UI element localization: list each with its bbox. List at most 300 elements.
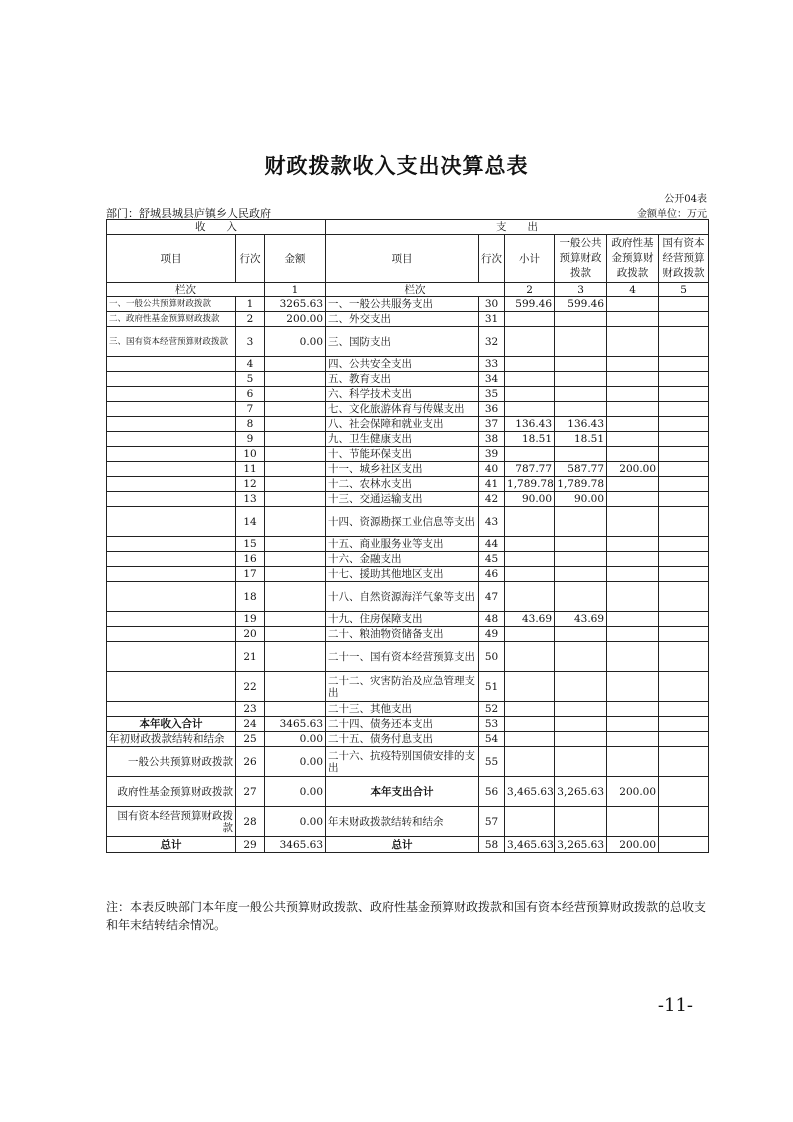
income-item-cell: 总计 (107, 837, 236, 853)
table-row (107, 777, 709, 807)
subtotal-cell (505, 672, 555, 702)
subtotal-cell (505, 627, 555, 642)
income-item-cell (107, 387, 236, 402)
income-item-cell: 本年收入合计 (107, 717, 236, 732)
expense-item-cell: 年末财政拨款结转和结余 (326, 807, 479, 837)
fund-budget-cell (607, 402, 659, 417)
state-capital-cell (659, 612, 709, 627)
general-budget-cell (555, 447, 607, 462)
expense-row-no-cell: 42 (479, 492, 505, 507)
subtotal-cell (505, 312, 555, 327)
income-item-cell (107, 627, 236, 642)
state-capital-cell (659, 627, 709, 642)
expense-item-cell: 二十六、抗疫特别国债安排的支出 (326, 747, 479, 777)
expense-item-cell: 二十一、国有资本经营预算支出 (326, 642, 479, 672)
expense-item-cell: 五、教育支出 (326, 372, 479, 387)
table-row (107, 672, 709, 702)
expense-row-no-cell: 30 (479, 297, 505, 312)
expense-row-no-cell: 32 (479, 327, 505, 357)
table-row (107, 582, 709, 612)
general-budget-cell (555, 567, 607, 582)
income-item-cell: 政府性基金预算财政拨款 (107, 777, 236, 807)
fund-budget-cell (607, 717, 659, 732)
income-item-cell: 国有资本经营预算财政拨款 (107, 807, 236, 837)
expense-row-no-cell: 34 (479, 372, 505, 387)
income-amount-header: 金额 (265, 235, 326, 283)
income-row-no-cell: 24 (236, 717, 265, 732)
income-amount-cell (265, 507, 326, 537)
expense-row-no-header: 行次 (479, 235, 505, 283)
expense-item-cell: 总计 (326, 837, 479, 853)
income-item-cell (107, 477, 236, 492)
state-capital-cell (659, 747, 709, 777)
expense-row-no-cell: 40 (479, 462, 505, 477)
expense-item-cell: 二十三、其他支出 (326, 702, 479, 717)
expense-item-cell: 四、公共安全支出 (326, 357, 479, 372)
income-amount-cell: 0.00 (265, 732, 326, 747)
expense-item-cell: 八、社会保障和就业支出 (326, 417, 479, 432)
table-row (107, 462, 709, 477)
expense-item-header: 项目 (326, 235, 479, 283)
subtotal-cell: 3,465.63 (505, 837, 555, 853)
state-capital-cell (659, 297, 709, 312)
state-capital-cell (659, 732, 709, 747)
fund-budget-cell (607, 357, 659, 372)
income-item-cell (107, 402, 236, 417)
income-item-cell (107, 432, 236, 447)
expense-item-cell: 二十四、债务还本支出 (326, 717, 479, 732)
expense-item-cell: 十六、金融支出 (326, 552, 479, 567)
state-capital-cell (659, 507, 709, 537)
fund-budget-cell (607, 807, 659, 837)
income-row-no-cell: 29 (236, 837, 265, 853)
state-capital-cell (659, 717, 709, 732)
fund-budget-cell (607, 627, 659, 642)
general-budget-cell (555, 642, 607, 672)
expense-item-cell: 十五、商业服务业等支出 (326, 537, 479, 552)
income-item-cell: 年初财政拨款结转和结余 (107, 732, 236, 747)
table-row (107, 297, 709, 312)
expense-row-no-cell: 53 (479, 717, 505, 732)
income-amount-cell (265, 492, 326, 507)
expense-row-no-cell: 48 (479, 612, 505, 627)
state-capital-cell (659, 417, 709, 432)
page-number: -11- (657, 995, 693, 1016)
state-capital-cell (659, 642, 709, 672)
expense-row-no-cell: 56 (479, 777, 505, 807)
income-row-no-cell: 13 (236, 492, 265, 507)
income-amount-cell (265, 372, 326, 387)
fund-budget-cell (607, 432, 659, 447)
expense-row-no-cell: 43 (479, 507, 505, 537)
income-row-no-cell: 12 (236, 477, 265, 492)
general-budget-cell (555, 312, 607, 327)
subtotal-cell: 787.77 (505, 462, 555, 477)
income-item-cell (107, 702, 236, 717)
expense-row-no-cell: 44 (479, 537, 505, 552)
income-item-cell (107, 582, 236, 612)
general-budget-cell (555, 807, 607, 837)
general-budget-cell: 18.51 (555, 432, 607, 447)
expense-item-cell: 本年支出合计 (326, 777, 479, 807)
income-amount-cell: 0.00 (265, 807, 326, 837)
income-item-cell (107, 507, 236, 537)
expense-row-no-cell: 45 (479, 552, 505, 567)
subtotal-cell (505, 402, 555, 417)
subtotal-cell (505, 327, 555, 357)
income-row-no-cell: 16 (236, 552, 265, 567)
income-item-cell: 一、一般公共预算财政拨款 (107, 297, 236, 312)
income-row-no-cell: 18 (236, 582, 265, 612)
income-row-no-cell: 25 (236, 732, 265, 747)
income-amount-cell: 3265.63 (265, 297, 326, 312)
header-row-2 (107, 235, 709, 283)
table-row (107, 717, 709, 732)
footnote: 注：本表反映部门本年度一般公共预算财政拨款、政府性基金预算财政拨款和国有资本经营预算财政拨款的总收支和年末结转结余情况。 (106, 900, 707, 932)
column-index-row (107, 283, 709, 297)
income-item-cell (107, 612, 236, 627)
table-row (107, 312, 709, 327)
income-row-no-cell: 7 (236, 402, 265, 417)
state-capital-cell (659, 837, 709, 853)
subtotal-cell (505, 702, 555, 717)
income-row-no-cell: 21 (236, 642, 265, 672)
income-amount-cell (265, 552, 326, 567)
subtotal-cell (505, 642, 555, 672)
general-budget-cell: 3,265.63 (555, 777, 607, 807)
expense-row-no-cell: 37 (479, 417, 505, 432)
header-row-1 (107, 220, 709, 235)
subtotal-cell (505, 447, 555, 462)
state-capital-cell (659, 432, 709, 447)
table-row (107, 432, 709, 447)
income-amount-cell (265, 432, 326, 447)
fund-budget-cell: 200.00 (607, 777, 659, 807)
state-capital-cell (659, 777, 709, 807)
expense-item-cell: 九、卫生健康支出 (326, 432, 479, 447)
subtotal-cell (505, 537, 555, 552)
table-row (107, 357, 709, 372)
fund-budget-cell (607, 702, 659, 717)
general-budget-cell (555, 747, 607, 777)
income-amount-cell (265, 567, 326, 582)
state-capital-cell (659, 462, 709, 477)
expense-row-no-cell: 52 (479, 702, 505, 717)
expense-row-no-cell: 50 (479, 642, 505, 672)
subtotal-cell (505, 507, 555, 537)
table-row (107, 552, 709, 567)
expense-item-cell: 十一、城乡社区支出 (326, 462, 479, 477)
fund-budget-cell (607, 732, 659, 747)
general-budget-cell (555, 717, 607, 732)
income-amount-cell (265, 612, 326, 627)
income-item-cell (107, 492, 236, 507)
general-budget-cell: 599.46 (555, 297, 607, 312)
expense-row-no-cell: 47 (479, 582, 505, 612)
expense-item-cell: 一、一般公共服务支出 (326, 297, 479, 312)
table-row (107, 387, 709, 402)
fund-budget-cell (607, 447, 659, 462)
state-capital-cell (659, 807, 709, 837)
subtotal-cell (505, 807, 555, 837)
income-row-no-cell: 14 (236, 507, 265, 537)
income-amount-cell: 3465.63 (265, 717, 326, 732)
income-item-cell (107, 642, 236, 672)
subtotal-header: 小计 (505, 235, 555, 283)
general-budget-cell (555, 402, 607, 417)
expense-row-no-cell: 55 (479, 747, 505, 777)
income-item-cell (107, 552, 236, 567)
income-item-cell (107, 672, 236, 702)
subtotal-cell: 1,789.78 (505, 477, 555, 492)
column-index-5: 5 (659, 283, 709, 297)
fund-budget-cell: 200.00 (607, 462, 659, 477)
state-capital-cell (659, 402, 709, 417)
general-budget-cell (555, 672, 607, 702)
subtotal-cell (505, 717, 555, 732)
subtotal-cell (505, 732, 555, 747)
income-amount-cell (265, 462, 326, 477)
budget-summary-table (106, 219, 709, 853)
income-amount-cell (265, 582, 326, 612)
income-amount-cell: 200.00 (265, 312, 326, 327)
income-row-no-cell: 1 (236, 297, 265, 312)
income-amount-cell (265, 477, 326, 492)
table-row (107, 402, 709, 417)
general-budget-cell (555, 732, 607, 747)
state-capital-cell (659, 537, 709, 552)
table-body (107, 297, 709, 853)
state-capital-cell (659, 372, 709, 387)
general-budget-cell: 90.00 (555, 492, 607, 507)
expense-item-cell: 十七、援助其他地区支出 (326, 567, 479, 582)
income-row-no-cell: 10 (236, 447, 265, 462)
general-budget-cell (555, 327, 607, 357)
column-index-label-2: 栏次 (326, 283, 505, 297)
fund-budget-cell (607, 507, 659, 537)
column-index-label: 栏次 (107, 283, 265, 297)
table-row (107, 837, 709, 853)
fund-budget-cell (607, 312, 659, 327)
table-row (107, 507, 709, 537)
table-row (107, 642, 709, 672)
income-row-no-cell: 11 (236, 462, 265, 477)
expense-item-cell: 十九、住房保障支出 (326, 612, 479, 627)
page-title: 财政拨款收入支出决算总表 (264, 154, 529, 178)
state-capital-header: 国有资本经营预算财政拨款 (659, 235, 709, 283)
state-capital-cell (659, 312, 709, 327)
general-budget-cell: 587.77 (555, 462, 607, 477)
fund-budget-cell (607, 372, 659, 387)
amount-unit-label: 金额单位：万元 (637, 209, 707, 220)
general-budget-cell (555, 372, 607, 387)
income-row-no-cell: 4 (236, 357, 265, 372)
income-item-cell (107, 462, 236, 477)
table-row (107, 372, 709, 387)
income-amount-cell (265, 402, 326, 417)
income-row-no-header: 行次 (236, 235, 265, 283)
expense-row-no-cell: 31 (479, 312, 505, 327)
income-row-no-cell: 2 (236, 312, 265, 327)
fund-budget-cell (607, 417, 659, 432)
income-amount-cell (265, 627, 326, 642)
fund-budget-cell (607, 477, 659, 492)
table-row (107, 537, 709, 552)
expense-row-no-cell: 54 (479, 732, 505, 747)
column-index-1: 1 (265, 283, 326, 297)
expense-item-cell: 三、国防支出 (326, 327, 479, 357)
expense-item-cell: 七、文化旅游体育与传媒支出 (326, 402, 479, 417)
expense-row-no-cell: 33 (479, 357, 505, 372)
general-budget-cell (555, 387, 607, 402)
expense-row-no-cell: 46 (479, 567, 505, 582)
income-row-no-cell: 5 (236, 372, 265, 387)
income-item-cell: 二、政府性基金预算财政拨款 (107, 312, 236, 327)
income-row-no-cell: 17 (236, 567, 265, 582)
subtotal-cell (505, 747, 555, 777)
column-index-4: 4 (607, 283, 659, 297)
income-amount-cell (265, 702, 326, 717)
expense-item-cell: 六、科学技术支出 (326, 387, 479, 402)
income-row-no-cell: 28 (236, 807, 265, 837)
subtotal-cell (505, 372, 555, 387)
income-item-cell (107, 417, 236, 432)
fund-budget-cell: 200.00 (607, 837, 659, 853)
subtotal-cell (505, 567, 555, 582)
state-capital-cell (659, 582, 709, 612)
expense-row-no-cell: 36 (479, 402, 505, 417)
income-amount-cell (265, 672, 326, 702)
subtotal-cell: 43.69 (505, 612, 555, 627)
fund-budget-cell (607, 642, 659, 672)
income-amount-cell (265, 387, 326, 402)
fund-budget-cell (607, 612, 659, 627)
income-item-cell (107, 372, 236, 387)
income-amount-cell: 0.00 (265, 747, 326, 777)
income-row-no-cell: 6 (236, 387, 265, 402)
general-budget-cell (555, 702, 607, 717)
expense-item-cell: 十三、交通运输支出 (326, 492, 479, 507)
expense-row-no-cell: 39 (479, 447, 505, 462)
fund-budget-cell (607, 297, 659, 312)
income-item-cell: 三、国有资本经营预算财政拨款 (107, 327, 236, 357)
general-budget-cell (555, 552, 607, 567)
table-row (107, 702, 709, 717)
state-capital-cell (659, 477, 709, 492)
subtotal-cell: 136.43 (505, 417, 555, 432)
fund-budget-cell (607, 582, 659, 612)
income-item-cell (107, 537, 236, 552)
subtotal-cell (505, 582, 555, 612)
fund-budget-cell (607, 567, 659, 582)
form-number: 公开04表 (664, 194, 707, 205)
state-capital-cell (659, 387, 709, 402)
expense-row-no-cell: 49 (479, 627, 505, 642)
income-row-no-cell: 15 (236, 537, 265, 552)
state-capital-cell (659, 567, 709, 582)
income-row-no-cell: 8 (236, 417, 265, 432)
income-amount-cell (265, 447, 326, 462)
income-row-no-cell: 27 (236, 777, 265, 807)
general-budget-header: 一般公共预算财政拨款 (555, 235, 607, 283)
general-budget-cell (555, 582, 607, 612)
income-amount-cell: 0.00 (265, 777, 326, 807)
expense-item-cell: 二十、粮油物资储备支出 (326, 627, 479, 642)
income-row-no-cell: 20 (236, 627, 265, 642)
expense-item-cell: 二、外交支出 (326, 312, 479, 327)
income-amount-cell (265, 357, 326, 372)
fund-budget-cell (607, 537, 659, 552)
subtotal-cell: 90.00 (505, 492, 555, 507)
department-label: 部门：舒城县城县庐镇乡人民政府 (106, 207, 271, 220)
expense-item-cell: 二十五、债务付息支出 (326, 732, 479, 747)
expense-header: 支 出 (326, 220, 709, 235)
income-header: 收 入 (107, 220, 326, 235)
income-row-no-cell: 19 (236, 612, 265, 627)
state-capital-cell (659, 492, 709, 507)
state-capital-cell (659, 447, 709, 462)
fund-budget-cell (607, 552, 659, 567)
income-row-no-cell: 23 (236, 702, 265, 717)
subtotal-cell (505, 552, 555, 567)
income-amount-cell (265, 417, 326, 432)
income-row-no-cell: 3 (236, 327, 265, 357)
fund-budget-cell (607, 747, 659, 777)
income-amount-cell: 0.00 (265, 327, 326, 357)
expense-row-no-cell: 35 (479, 387, 505, 402)
expense-row-no-cell: 41 (479, 477, 505, 492)
table-row (107, 567, 709, 582)
column-index-2: 2 (505, 283, 555, 297)
expense-row-no-cell: 57 (479, 807, 505, 837)
state-capital-cell (659, 552, 709, 567)
income-item-header: 项目 (107, 235, 236, 283)
fund-budget-cell (607, 492, 659, 507)
expense-item-cell: 十二、农林水支出 (326, 477, 479, 492)
general-budget-cell: 1,789.78 (555, 477, 607, 492)
table-row (107, 627, 709, 642)
table-row (107, 747, 709, 777)
income-row-no-cell: 22 (236, 672, 265, 702)
expense-item-cell: 十八、自然资源海洋气象等支出 (326, 582, 479, 612)
general-budget-cell (555, 627, 607, 642)
general-budget-cell: 43.69 (555, 612, 607, 627)
table-row (107, 612, 709, 627)
fund-budget-cell (607, 327, 659, 357)
general-budget-cell (555, 507, 607, 537)
income-amount-cell (265, 642, 326, 672)
income-item-cell (107, 447, 236, 462)
general-budget-cell: 136.43 (555, 417, 607, 432)
income-amount-cell (265, 537, 326, 552)
fund-budget-cell (607, 387, 659, 402)
expense-row-no-cell: 38 (479, 432, 505, 447)
table-row (107, 492, 709, 507)
subtotal-cell (505, 357, 555, 372)
state-capital-cell (659, 702, 709, 717)
expense-item-cell: 十、节能环保支出 (326, 447, 479, 462)
income-amount-cell: 3465.63 (265, 837, 326, 853)
fund-budget-cell (607, 672, 659, 702)
income-row-no-cell: 9 (236, 432, 265, 447)
expense-row-no-cell: 58 (479, 837, 505, 853)
state-capital-cell (659, 357, 709, 372)
state-capital-cell (659, 672, 709, 702)
table-row (107, 327, 709, 357)
general-budget-cell (555, 357, 607, 372)
income-item-cell: 一般公共预算财政拨款 (107, 747, 236, 777)
income-item-cell (107, 357, 236, 372)
